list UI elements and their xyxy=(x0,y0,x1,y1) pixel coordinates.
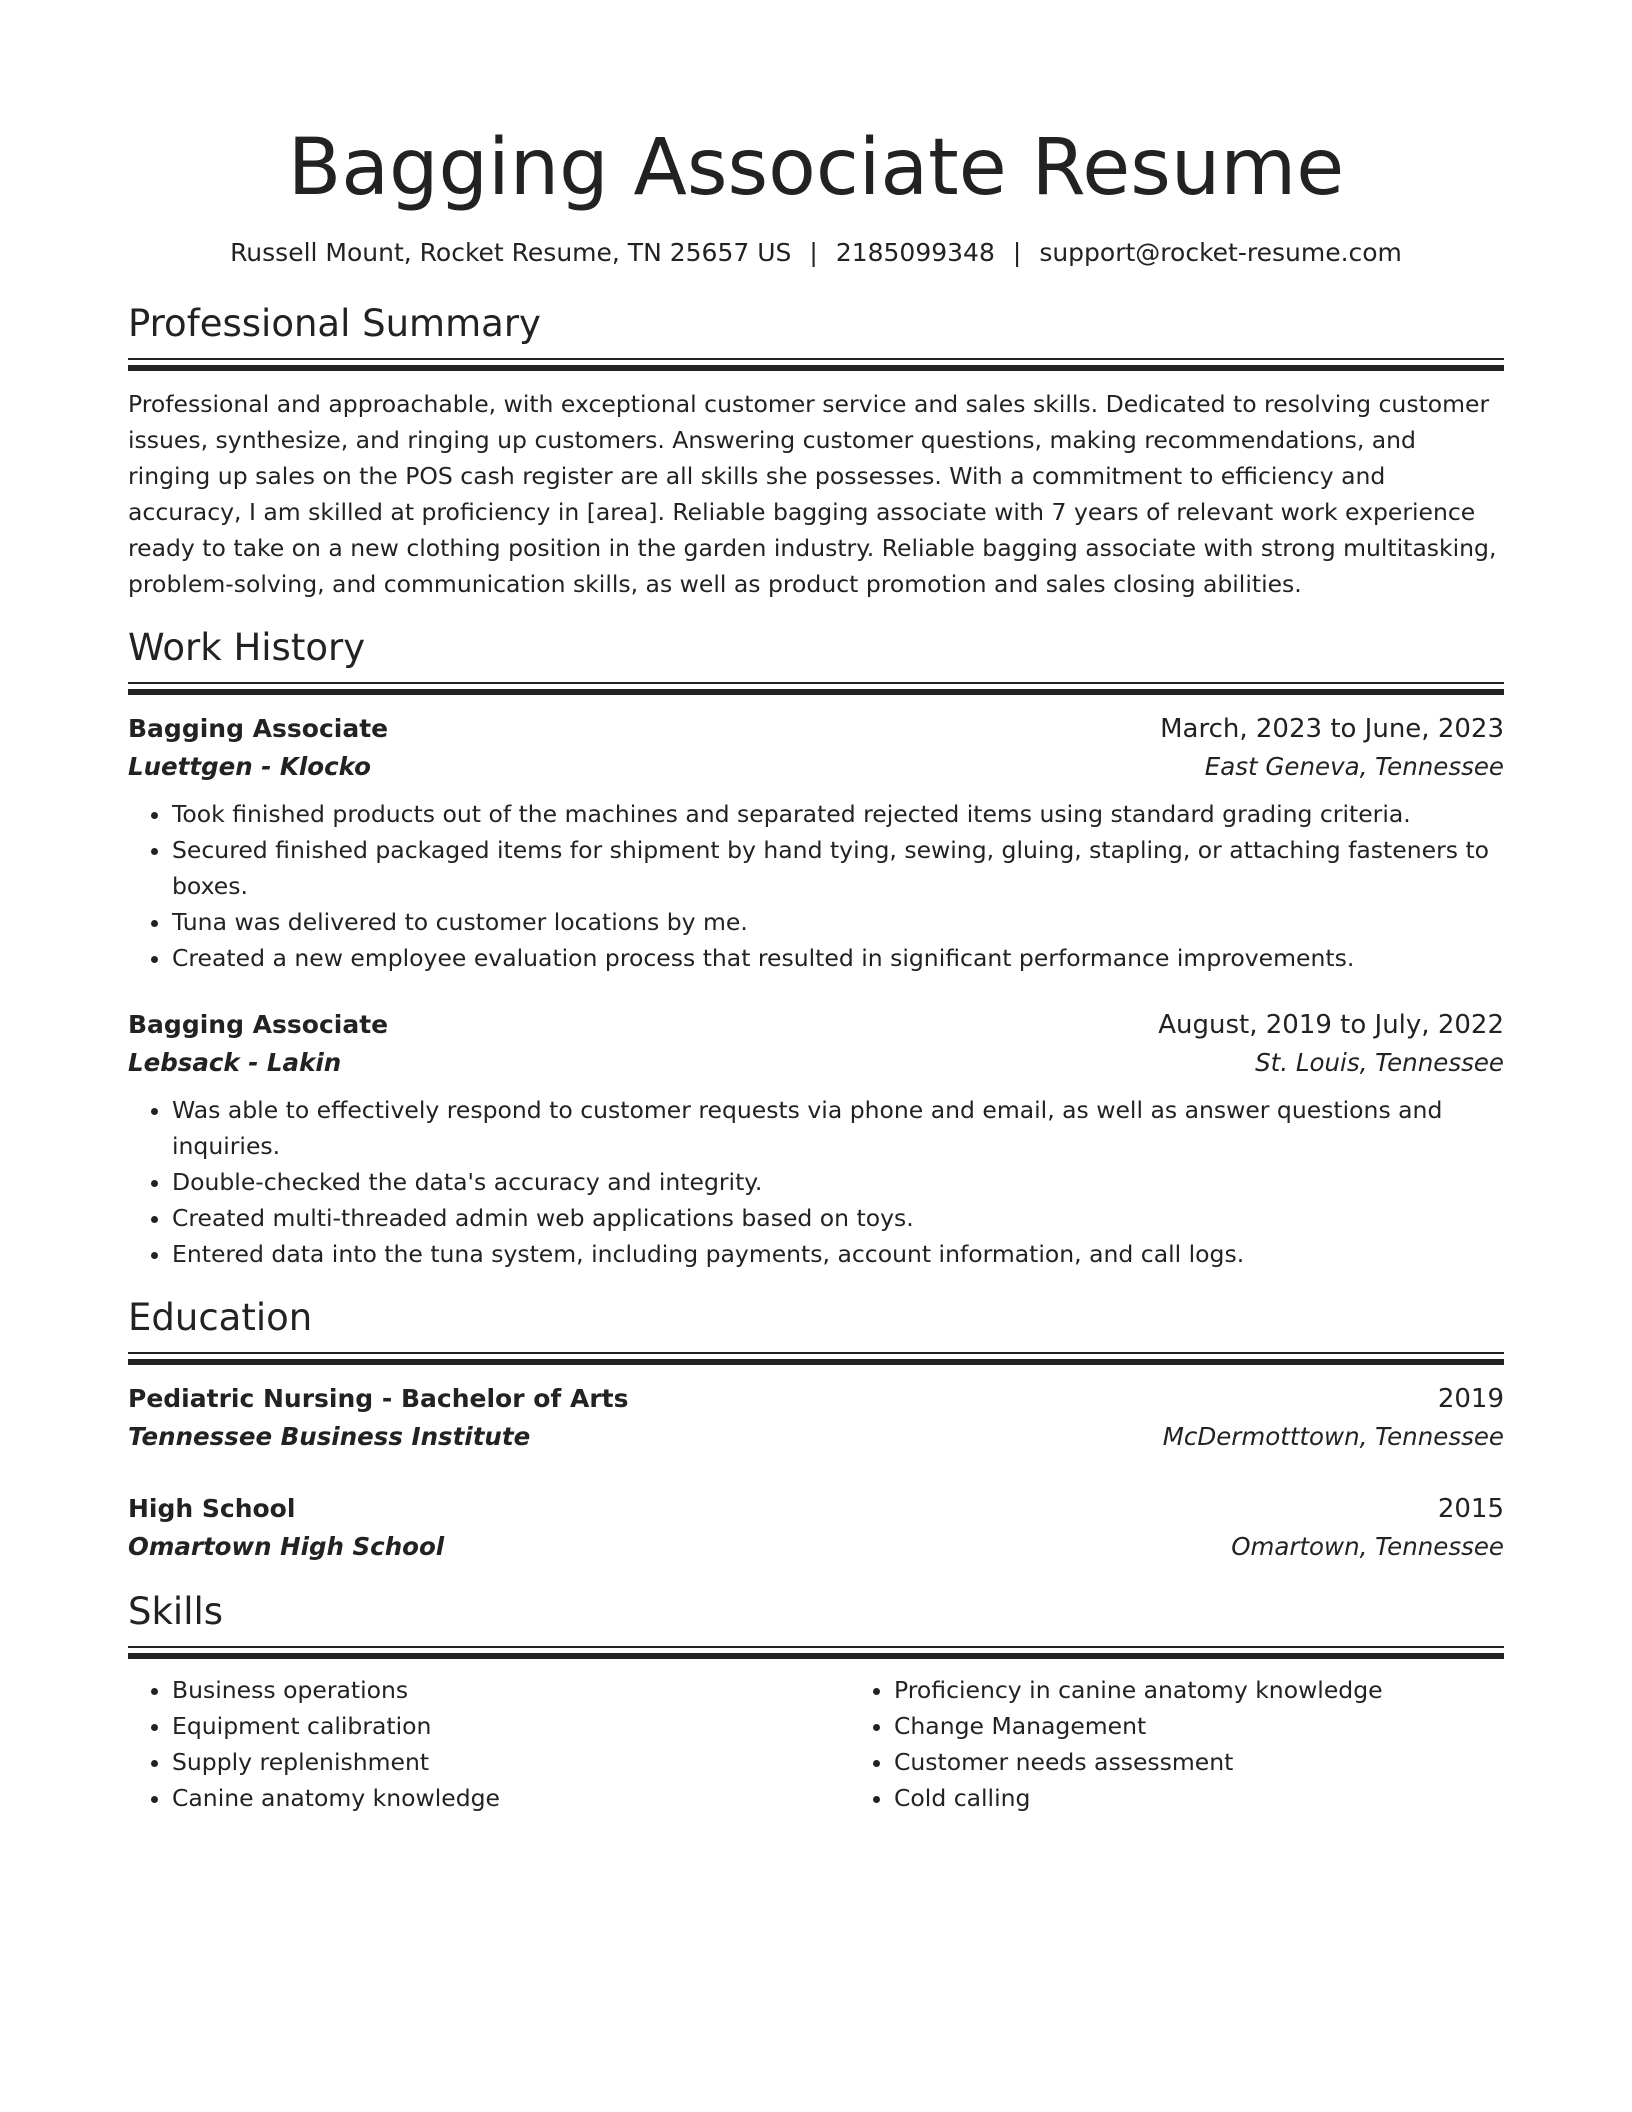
contact-email: support@rocket-resume.com xyxy=(1039,238,1402,267)
education-entry xyxy=(128,1490,1504,1566)
section-divider xyxy=(128,1646,1504,1658)
skill-item: • Proficiency in canine anatomy knowledge xyxy=(894,1672,1572,1708)
education-school: Tennessee Business Institute xyxy=(128,1422,531,1451)
job-bullets xyxy=(128,1092,1504,1272)
resume-title: Bagging Associate Resume xyxy=(287,123,1345,213)
job-entry xyxy=(128,1006,1504,1272)
skill-item: • Change Management xyxy=(894,1708,1572,1744)
education-year: 2019 xyxy=(1437,1384,1504,1414)
skill-item: • Customer needs assessment xyxy=(894,1744,1572,1780)
skill-item: • Cold calling xyxy=(894,1780,1572,1816)
job-bullet: • Secured finished packaged items for shipment by hand tying, sewing, gluing, stapling, or attaching fasteners to boxes. xyxy=(172,832,1504,904)
job-dates: August, 2019 to July, 2022 xyxy=(1158,1010,1504,1040)
skills-column-right xyxy=(850,1672,1572,1816)
job-company: Luettgen - Klocko xyxy=(128,752,371,781)
education-entry xyxy=(128,1380,1504,1456)
education-school: Omartown High School xyxy=(128,1532,445,1561)
job-title: Bagging Associate xyxy=(128,1010,389,1039)
work-history-heading: Work History xyxy=(128,626,366,669)
job-bullet: • Created a new employee evaluation process that resulted in significant performance improvements. xyxy=(172,940,1504,976)
resume-page xyxy=(128,118,1504,1816)
contact-separator: | xyxy=(1012,238,1022,267)
education-section xyxy=(128,1294,1504,1566)
job-title: Bagging Associate xyxy=(128,714,389,743)
contact-address: Russell Mount, Rocket Resume, TN 25657 US xyxy=(230,238,792,267)
education-degree: Pediatric Nursing - Bachelor of Arts xyxy=(128,1384,629,1413)
job-bullet: • Tuna was delivered to customer locations by me. xyxy=(172,904,1504,940)
job-entry xyxy=(128,710,1504,976)
job-bullet: • Was able to effectively respond to customer requests via phone and email, as well as answer questions and inquiries. xyxy=(172,1092,1504,1164)
contact-line xyxy=(128,236,1504,270)
skills-column-left xyxy=(128,1672,850,1816)
skill-item: • Business operations xyxy=(172,1672,850,1708)
job-bullets xyxy=(128,796,1504,976)
section-divider xyxy=(128,682,1504,694)
education-location: Omartown, Tennessee xyxy=(1231,1532,1504,1561)
job-location: St. Louis, Tennessee xyxy=(1255,1048,1504,1077)
job-dates: March, 2023 to June, 2023 xyxy=(1160,714,1504,744)
education-degree: High School xyxy=(128,1494,296,1523)
job-location: East Geneva, Tennessee xyxy=(1204,752,1504,781)
job-bullet: • Entered data into the tuna system, including payments, account information, and call logs. xyxy=(172,1236,1504,1272)
skill-item: • Equipment calibration xyxy=(172,1708,850,1744)
education-location: McDermotttown, Tennessee xyxy=(1162,1422,1504,1451)
contact-phone: 2185099348 xyxy=(835,238,995,267)
summary-heading: Professional Summary xyxy=(128,302,541,345)
skills-list xyxy=(128,1672,1504,1816)
skill-item: • Canine anatomy knowledge xyxy=(172,1780,850,1816)
job-company: Lebsack - Lakin xyxy=(128,1048,342,1077)
education-year: 2015 xyxy=(1437,1494,1504,1524)
skill-item: • Supply replenishment xyxy=(172,1744,850,1780)
contact-separator: | xyxy=(809,238,818,267)
job-bullet: • Took finished products out of the machines and separated rejected items using standard grading criteria. xyxy=(172,796,1504,832)
work-history-section xyxy=(128,624,1504,1272)
summary-section xyxy=(128,300,1504,602)
education-heading: Education xyxy=(128,1296,313,1339)
skills-section xyxy=(128,1588,1504,1816)
section-divider xyxy=(128,1352,1504,1364)
summary-text: Professional and approachable, with exceptional customer service and sales skills. Dedicated to resolving customer issues, synthesize, and ringing up customers. Answering customer questions, making recommendations, and ringing up sales on the POS cash register are all skills she possesses. With a commitment to efficiency and accuracy, I am skilled at proficiency in [area]. Reliable bagging associate with 7 years of relevant work experience ready to take on a new clothing position in the garden industry. Reliable bagging associate with strong multitasking, problem-solving, and communication skills, as well as product promotion and sales closing abilities. xyxy=(128,390,1497,598)
skills-heading: Skills xyxy=(128,1590,224,1633)
section-divider xyxy=(128,358,1504,370)
job-bullet: • Created multi-threaded admin web applications based on toys. xyxy=(172,1200,1504,1236)
job-bullet: • Double-checked the data's accuracy and integrity. xyxy=(172,1164,1504,1200)
